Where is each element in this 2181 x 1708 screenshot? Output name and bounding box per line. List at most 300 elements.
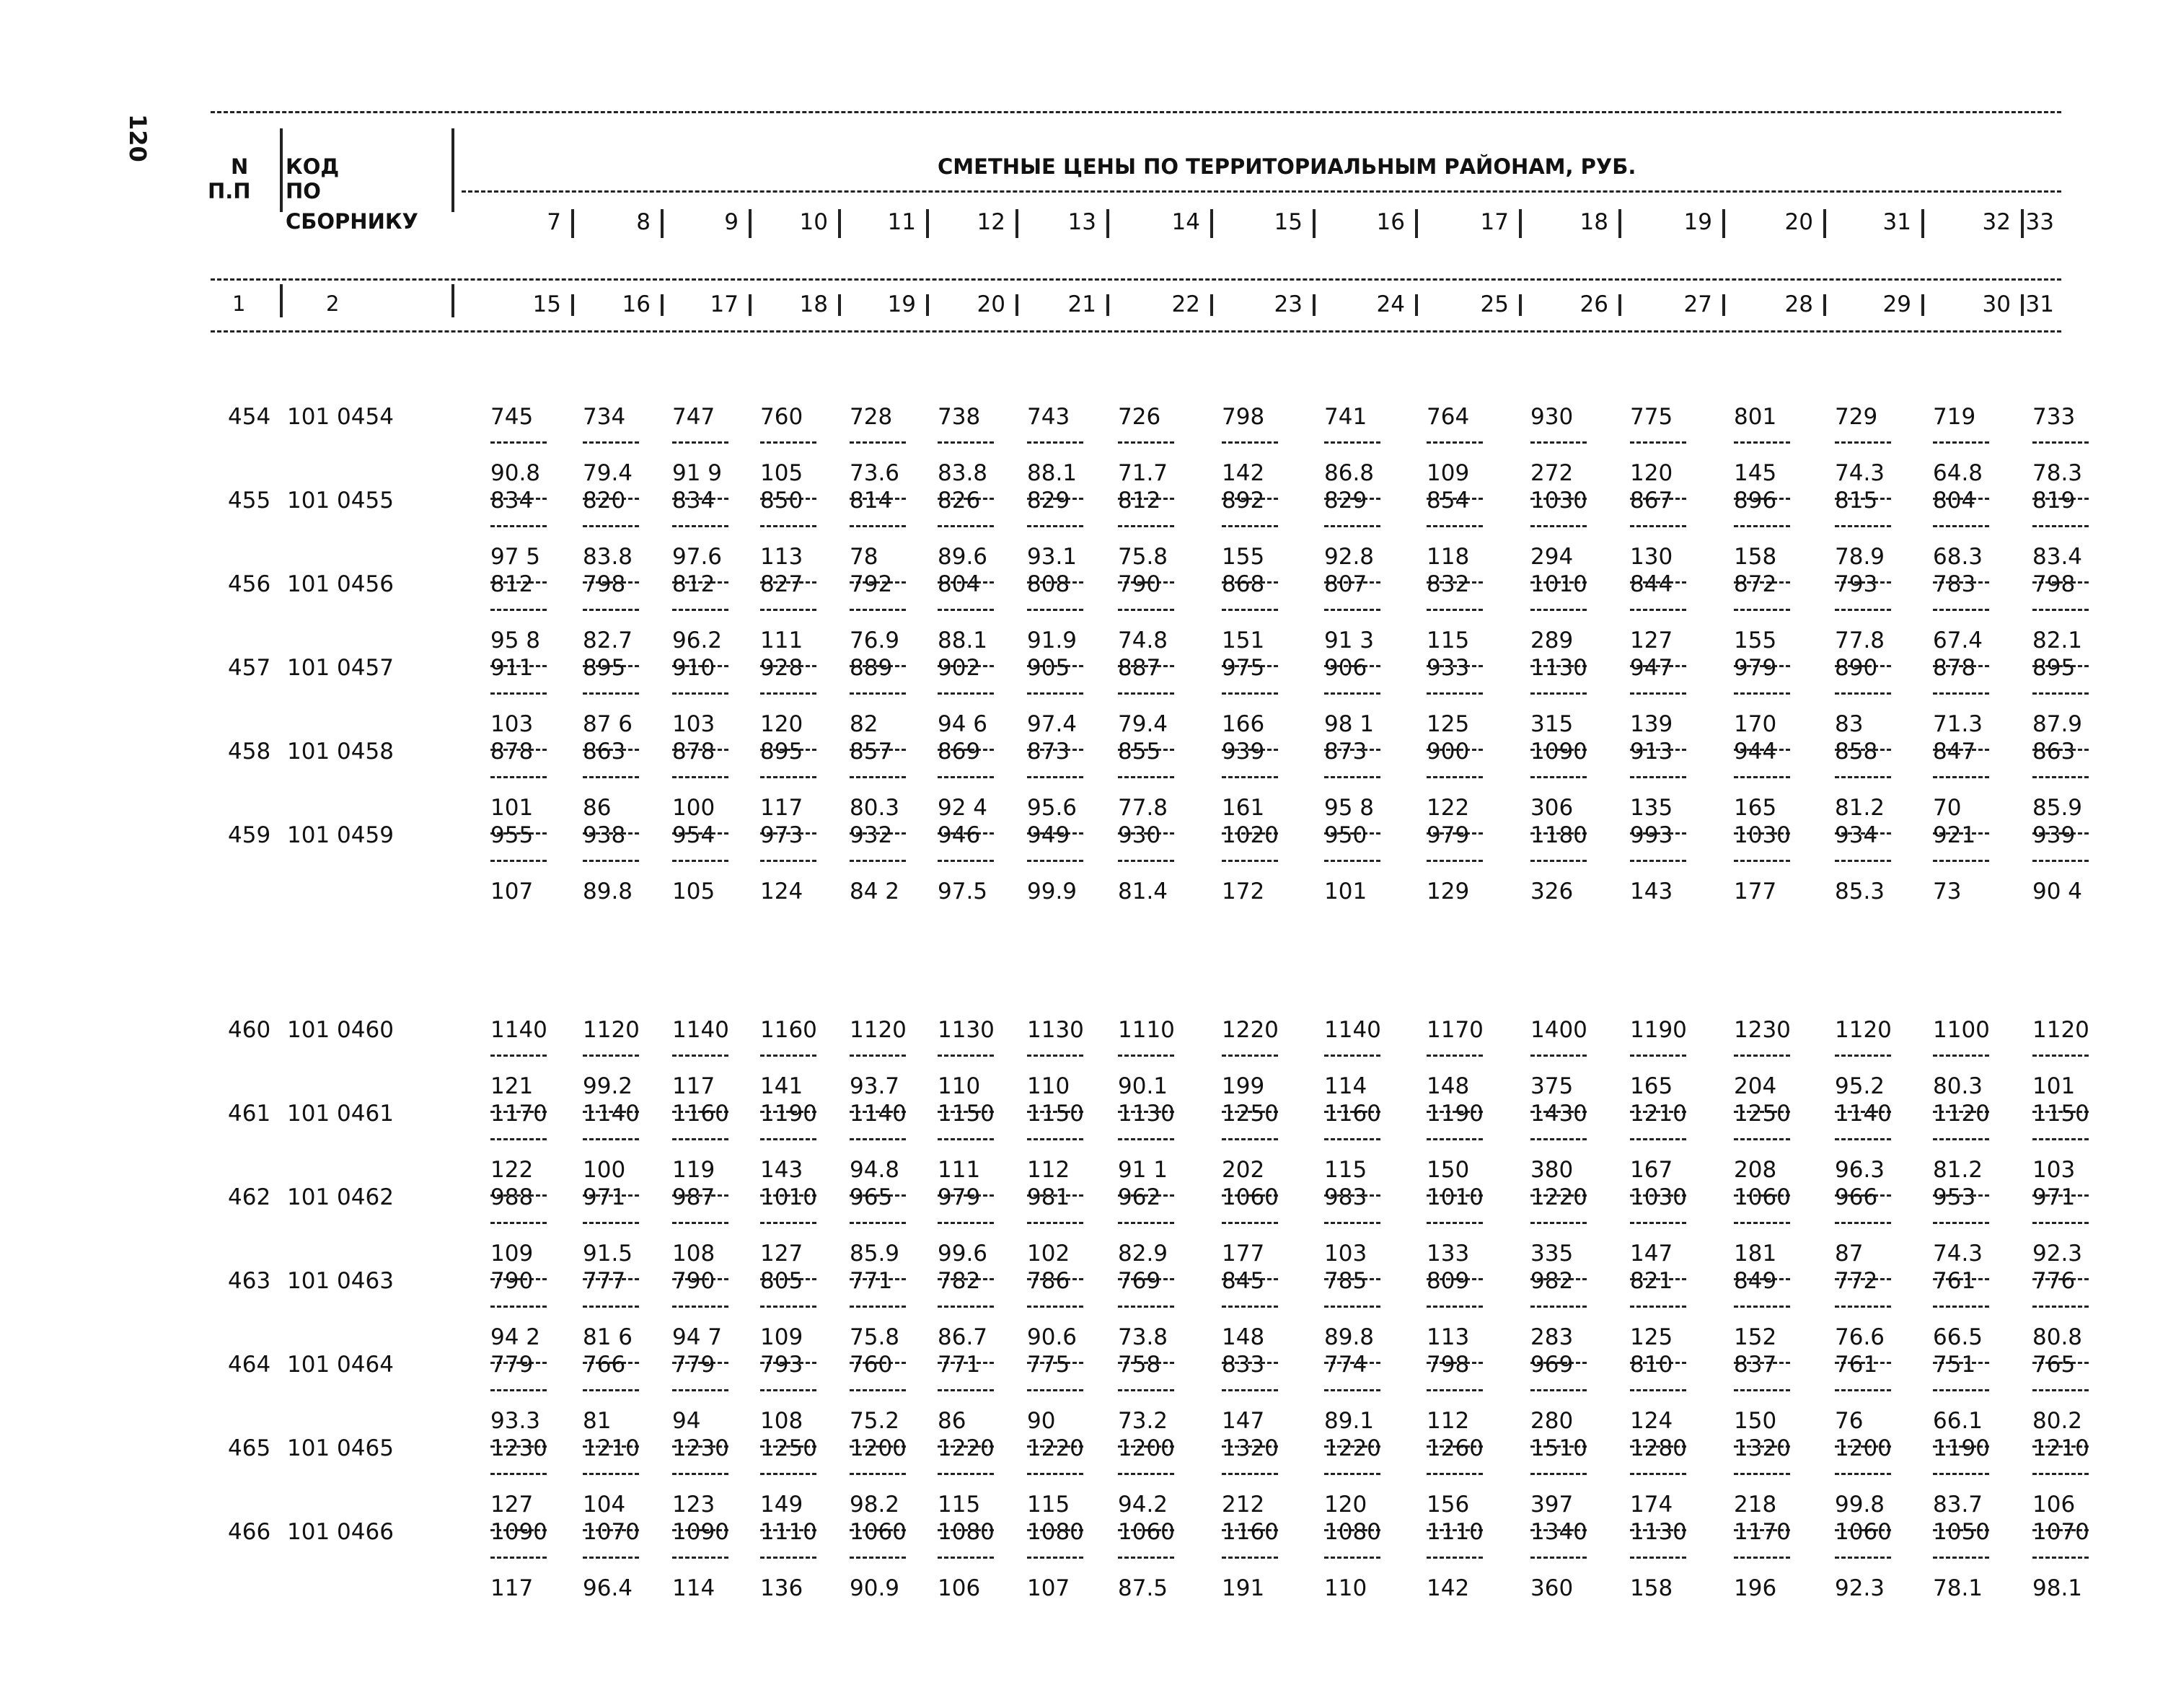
price-value: 79.4: [1118, 711, 1168, 737]
price-value: 1060: [1835, 1519, 1892, 1545]
price-value: 103: [490, 711, 534, 737]
price-value: 1200: [1118, 1435, 1175, 1461]
price-value: 892: [1222, 488, 1265, 514]
fraction-rule: [1118, 1055, 1174, 1057]
fraction-rule: [583, 1473, 639, 1475]
col-index-n: 1: [232, 291, 246, 316]
price-value: 77.8: [1118, 795, 1168, 821]
price-value: 872: [1734, 571, 1777, 597]
price-value: 965: [850, 1184, 893, 1210]
district-label: 19: [1683, 209, 1712, 235]
price-value: 1110: [1118, 1017, 1175, 1043]
fraction-rule: [583, 776, 639, 778]
price-value: 1030: [1734, 822, 1791, 848]
fraction-rule: [1630, 692, 1686, 695]
price-value: 783: [1933, 571, 1976, 597]
header-divider-code: [451, 128, 454, 212]
price-value: 1250: [1734, 1101, 1791, 1127]
price-value: 80.3: [1933, 1073, 1983, 1099]
row-code: 101 0459: [287, 822, 394, 848]
district-column-index: 19: [887, 291, 916, 317]
price-value: 127: [490, 1492, 534, 1518]
price-value: 776: [2032, 1268, 2076, 1294]
fraction-rule: [583, 1138, 639, 1140]
fraction-rule: [1222, 609, 1278, 611]
price-value: 90.6: [1027, 1324, 1078, 1350]
price-value: 136: [760, 1575, 803, 1601]
price-value: 172: [1222, 879, 1265, 904]
price-value: 283: [1530, 1324, 1574, 1350]
price-value: 785: [1324, 1268, 1367, 1294]
fraction-rule: [938, 1055, 994, 1057]
header-divider-n: [280, 128, 283, 212]
price-value: 1210: [583, 1435, 640, 1461]
price-value: 174: [1630, 1492, 1673, 1518]
price-value: 151: [1222, 628, 1265, 653]
fraction-rule: [1118, 776, 1174, 778]
fraction-rule: [1324, 1055, 1380, 1057]
price-value: 944: [1734, 739, 1777, 765]
price-value: 109: [490, 1241, 534, 1267]
fraction-rule: [1222, 1557, 1278, 1559]
fraction-rule: [1835, 525, 1891, 527]
price-value: 760: [760, 404, 803, 430]
price-value: 973: [760, 822, 803, 848]
price-value: 119: [672, 1157, 715, 1183]
fraction-rule: [850, 860, 906, 862]
price-value: 890: [1835, 655, 1878, 681]
row-code: 101 0454: [287, 404, 394, 430]
price-value: 122: [1427, 795, 1470, 821]
price-value: 979: [938, 1184, 981, 1210]
price-value: 118: [1427, 544, 1470, 570]
fraction-rule: [1530, 1306, 1587, 1308]
price-value: 86: [938, 1408, 966, 1434]
price-value: 129: [1427, 879, 1470, 904]
fraction-rule: [672, 609, 728, 611]
price-value: 895: [583, 655, 626, 681]
fraction-rule: [1427, 1055, 1483, 1057]
row-code: 101 0458: [287, 739, 394, 765]
price-value: 326: [1530, 879, 1574, 904]
fraction-rule: [1427, 441, 1483, 444]
row-number: 455: [228, 488, 271, 514]
price-value: 829: [1324, 488, 1367, 514]
page-number: 120: [124, 114, 151, 162]
price-value: 120: [1324, 1492, 1367, 1518]
price-value: 91 3: [1324, 628, 1375, 653]
fraction-rule: [1835, 1306, 1891, 1308]
price-value: 114: [1324, 1073, 1367, 1099]
price-value: 845: [1222, 1268, 1265, 1294]
price-value: 947: [1630, 655, 1673, 681]
price-value: 900: [1427, 739, 1470, 765]
fraction-rule: [583, 860, 639, 862]
price-value: 902: [938, 655, 981, 681]
fraction-rule: [1734, 609, 1790, 611]
price-value: 110: [1324, 1575, 1367, 1601]
fraction-rule: [760, 1473, 816, 1475]
fraction-rule: [938, 1389, 994, 1391]
row-code: 101 0455: [287, 488, 394, 514]
fraction-rule: [1222, 1389, 1278, 1391]
fraction-rule: [1630, 441, 1686, 444]
price-value: 741: [1324, 404, 1367, 430]
fraction-rule: [1835, 776, 1891, 778]
price-value: 815: [1835, 488, 1878, 514]
price-value: 117: [490, 1575, 534, 1601]
fraction-rule: [760, 609, 816, 611]
price-value: 117: [672, 1073, 715, 1099]
price-value: 94.8: [850, 1157, 900, 1183]
price-value: 71.3: [1933, 711, 1983, 737]
price-value: 1200: [1835, 1435, 1892, 1461]
price-value: 761: [1933, 1268, 1976, 1294]
price-value: 858: [1835, 739, 1878, 765]
price-value: 143: [760, 1157, 803, 1183]
n-label: N: [231, 154, 249, 179]
price-value: 798: [1427, 1352, 1470, 1378]
fraction-rule: [1734, 525, 1790, 527]
fraction-rule: [938, 776, 994, 778]
price-value: 812: [672, 571, 715, 597]
district-label: 15: [1274, 209, 1303, 235]
fraction-rule: [1427, 1389, 1483, 1391]
price-value: 827: [760, 571, 803, 597]
price-value: 1430: [1530, 1101, 1587, 1127]
price-value: 760: [850, 1352, 893, 1378]
price-value: 896: [1734, 488, 1777, 514]
price-value: 764: [1427, 404, 1470, 430]
price-value: 177: [1734, 879, 1777, 904]
price-value: 993: [1630, 822, 1673, 848]
price-value: 199: [1222, 1073, 1265, 1099]
fraction-rule: [1427, 1222, 1483, 1224]
price-value: 938: [583, 822, 626, 848]
fraction-rule: [1933, 525, 1989, 527]
district-column-index: 24: [1376, 291, 1405, 317]
fraction-rule: [672, 860, 728, 862]
price-value: 142: [1222, 460, 1265, 486]
row-number: 464: [228, 1352, 271, 1378]
fraction-rule: [672, 1138, 728, 1140]
price-value: 1140: [1835, 1101, 1892, 1127]
fraction-rule: [490, 441, 547, 444]
header-bottom-rule: [211, 330, 2061, 333]
fraction-rule: [1734, 860, 1790, 862]
fraction-rule: [760, 776, 816, 778]
price-value: 889: [850, 655, 893, 681]
price-value: 150: [1734, 1408, 1777, 1434]
fraction-rule: [672, 1306, 728, 1308]
fraction-rule: [490, 1389, 547, 1391]
price-value: 798: [1222, 404, 1265, 430]
fraction-rule: [1530, 525, 1587, 527]
price-value: 869: [938, 739, 981, 765]
fraction-rule: [1222, 1473, 1278, 1475]
price-value: 82.9: [1118, 1241, 1168, 1267]
price-value: 1140: [672, 1017, 729, 1043]
fraction-rule: [583, 1055, 639, 1057]
fraction-rule: [1530, 1222, 1587, 1224]
price-value: 92.8: [1324, 544, 1375, 570]
price-value: 170: [1734, 711, 1777, 737]
price-value: 76.9: [850, 628, 900, 653]
fraction-rule: [1933, 441, 1989, 444]
price-value: 110: [1027, 1073, 1070, 1099]
price-value: 64.8: [1933, 460, 1983, 486]
price-value: 1220: [1027, 1435, 1084, 1461]
price-value: 95 8: [1324, 795, 1375, 821]
price-value: 1200: [850, 1435, 907, 1461]
price-value: 99.6: [938, 1241, 988, 1267]
price-value: 81.4: [1118, 879, 1168, 904]
fraction-rule: [1118, 1389, 1174, 1391]
price-value: 1160: [1324, 1101, 1381, 1127]
fraction-rule: [1324, 441, 1380, 444]
fraction-rule: [1734, 441, 1790, 444]
price-value: 156: [1427, 1492, 1470, 1518]
fraction-rule: [1324, 1389, 1380, 1391]
price-value: 70: [1933, 795, 1962, 821]
price-value: 966: [1835, 1184, 1878, 1210]
fraction-rule: [760, 441, 816, 444]
price-value: 873: [1027, 739, 1070, 765]
price-value: 1110: [1427, 1519, 1484, 1545]
district-column-index: 18: [799, 291, 828, 317]
fraction-rule: [760, 1055, 816, 1057]
col-index-code: 2: [326, 291, 340, 316]
price-value: 1060: [1118, 1519, 1175, 1545]
fraction-rule: [850, 1389, 906, 1391]
district-label: 17: [1480, 209, 1509, 235]
price-value: 933: [1427, 655, 1470, 681]
price-value: 983: [1324, 1184, 1367, 1210]
price-value: 979: [1427, 822, 1470, 848]
fraction-rule: [1118, 1306, 1174, 1308]
fraction-rule: [760, 1389, 816, 1391]
fraction-rule: [1324, 1306, 1380, 1308]
price-value: 89.8: [583, 879, 633, 904]
price-value: 798: [2032, 571, 2076, 597]
price-value: 177: [1222, 1241, 1265, 1267]
district-label: 12: [977, 209, 1005, 235]
price-value: 106: [938, 1575, 981, 1601]
price-value: 844: [1630, 571, 1673, 597]
fraction-rule: [938, 692, 994, 695]
price-value: 950: [1324, 822, 1367, 848]
fraction-rule: [1630, 1389, 1686, 1391]
price-value: 108: [672, 1241, 715, 1267]
price-value: 83.8: [583, 544, 633, 570]
price-value: 810: [1630, 1352, 1673, 1378]
price-value: 792: [850, 571, 893, 597]
fraction-rule: [1630, 1473, 1686, 1475]
fraction-rule: [850, 776, 906, 778]
price-value: 826: [938, 488, 981, 514]
fraction-rule: [1222, 525, 1278, 527]
fraction-rule: [1835, 860, 1891, 862]
fraction-rule: [1324, 525, 1380, 527]
price-value: 191: [1222, 1575, 1265, 1601]
fraction-rule: [490, 860, 547, 862]
price-value: 939: [1222, 739, 1265, 765]
fraction-rule: [1630, 1055, 1686, 1057]
price-value: 87: [1835, 1241, 1864, 1267]
fraction-rule: [490, 1306, 547, 1308]
price-value: 979: [1734, 655, 1777, 681]
price-value: 729: [1835, 404, 1878, 430]
fraction-rule: [1734, 1138, 1790, 1140]
price-value: 1190: [760, 1101, 817, 1127]
fraction-rule: [1835, 441, 1891, 444]
price-value: 130: [1630, 544, 1673, 570]
code-label-1: КОД: [286, 154, 340, 179]
row-code: 101 0465: [287, 1435, 394, 1461]
price-value: 94: [672, 1408, 701, 1434]
fraction-rule: [850, 1138, 906, 1140]
price-value: 971: [2032, 1184, 2076, 1210]
price-value: 139: [1630, 711, 1673, 737]
price-value: 112: [1027, 1157, 1070, 1183]
price-value: 953: [1933, 1184, 1976, 1210]
price-value: 1260: [1427, 1435, 1484, 1461]
price-value: 807: [1324, 571, 1367, 597]
price-value: 78.3: [2032, 460, 2083, 486]
price-value: 1150: [938, 1101, 995, 1127]
fraction-rule: [938, 441, 994, 444]
row-code: 101 0457: [287, 655, 394, 681]
price-value: 975: [1222, 655, 1265, 681]
price-value: 804: [1933, 488, 1976, 514]
price-value: 847: [1933, 739, 1976, 765]
fraction-rule: [1933, 776, 1989, 778]
price-value: 112: [1427, 1408, 1470, 1434]
price-value: 761: [1835, 1352, 1878, 1378]
price-value: 1180: [1530, 822, 1587, 848]
fraction-rule: [1427, 1306, 1483, 1308]
price-value: 202: [1222, 1157, 1265, 1183]
price-value: 115: [1427, 628, 1470, 653]
price-value: 155: [1734, 628, 1777, 653]
price-value: 878: [672, 739, 715, 765]
price-value: 1170: [1427, 1017, 1484, 1043]
fraction-rule: [1835, 692, 1891, 695]
district-column-index: 21: [1067, 291, 1096, 317]
fraction-rule: [850, 1306, 906, 1308]
price-value: 1210: [1630, 1101, 1687, 1127]
price-value: 80.2: [2032, 1408, 2083, 1434]
row-number: 462: [228, 1184, 271, 1210]
price-value: 833: [1222, 1352, 1265, 1378]
price-value: 165: [1630, 1073, 1673, 1099]
price-value: 738: [938, 404, 981, 430]
price-value: 819: [2032, 488, 2076, 514]
fraction-rule: [2032, 1306, 2089, 1308]
price-value: 793: [1835, 571, 1878, 597]
price-value: 786: [1027, 1268, 1070, 1294]
fraction-rule: [672, 776, 728, 778]
price-value: 946: [938, 822, 981, 848]
price-value: 98.1: [2032, 1575, 2083, 1601]
price-value: 74.3: [1835, 460, 1885, 486]
fraction-rule: [1027, 441, 1083, 444]
price-value: 306: [1530, 795, 1574, 821]
fraction-rule: [1835, 609, 1891, 611]
price-value: 955: [490, 822, 534, 848]
price-value: 1120: [850, 1017, 907, 1043]
fraction-rule: [938, 1473, 994, 1475]
fraction-rule: [672, 1055, 728, 1057]
fraction-rule: [1027, 1138, 1083, 1140]
price-value: 1070: [2032, 1519, 2089, 1545]
fraction-rule: [850, 1055, 906, 1057]
price-value: 86.7: [938, 1324, 988, 1350]
price-value: 1510: [1530, 1435, 1587, 1461]
price-value: 158: [1630, 1575, 1673, 1601]
price-value: 804: [938, 571, 981, 597]
price-value: 66.1: [1933, 1408, 1983, 1434]
fraction-rule: [1222, 776, 1278, 778]
price-value: 1160: [1222, 1519, 1279, 1545]
price-value: 66.5: [1933, 1324, 1983, 1350]
price-value: 829: [1027, 488, 1070, 514]
price-value: 910: [672, 655, 715, 681]
price-value: 152: [1734, 1324, 1777, 1350]
price-value: 905: [1027, 655, 1070, 681]
fraction-rule: [1734, 1055, 1790, 1057]
price-value: 121: [490, 1073, 534, 1099]
price-value: 1060: [850, 1519, 907, 1545]
fraction-rule: [2032, 1389, 2089, 1391]
price-value: 775: [1630, 404, 1673, 430]
row-code: 101 0463: [287, 1268, 394, 1294]
fraction-rule: [2032, 525, 2089, 527]
price-value: 1150: [1027, 1101, 1084, 1127]
fraction-rule: [1118, 525, 1174, 527]
fraction-rule: [672, 525, 728, 527]
fraction-rule: [1734, 1222, 1790, 1224]
price-value: 83.7: [1933, 1492, 1983, 1518]
price-value: 745: [490, 404, 534, 430]
price-value: 988: [490, 1184, 534, 1210]
price-value: 850: [760, 488, 803, 514]
price-value: 1120: [583, 1017, 640, 1043]
district-label: 11: [887, 209, 916, 235]
price-value: 117: [760, 795, 803, 821]
price-value: 1190: [1630, 1017, 1687, 1043]
fraction-rule: [490, 1055, 547, 1057]
price-value: 196: [1734, 1575, 1777, 1601]
price-value: 1100: [1933, 1017, 1990, 1043]
fraction-rule: [1427, 609, 1483, 611]
fraction-rule: [1933, 1306, 1989, 1308]
price-value: 790: [1118, 571, 1161, 597]
district-label: 32: [1982, 209, 2011, 235]
price-value: 834: [490, 488, 534, 514]
district-label: 20: [1784, 209, 1813, 235]
fraction-rule: [1530, 609, 1587, 611]
fraction-rule: [2032, 1055, 2089, 1057]
price-value: 1060: [1222, 1184, 1279, 1210]
price-value: 1140: [1324, 1017, 1381, 1043]
fraction-rule: [1630, 860, 1686, 862]
price-value: 85.9: [2032, 795, 2083, 821]
price-value: 962: [1118, 1184, 1161, 1210]
price-value: 1090: [672, 1519, 729, 1545]
price-value: 99.2: [583, 1073, 633, 1099]
fraction-rule: [1933, 860, 1989, 862]
